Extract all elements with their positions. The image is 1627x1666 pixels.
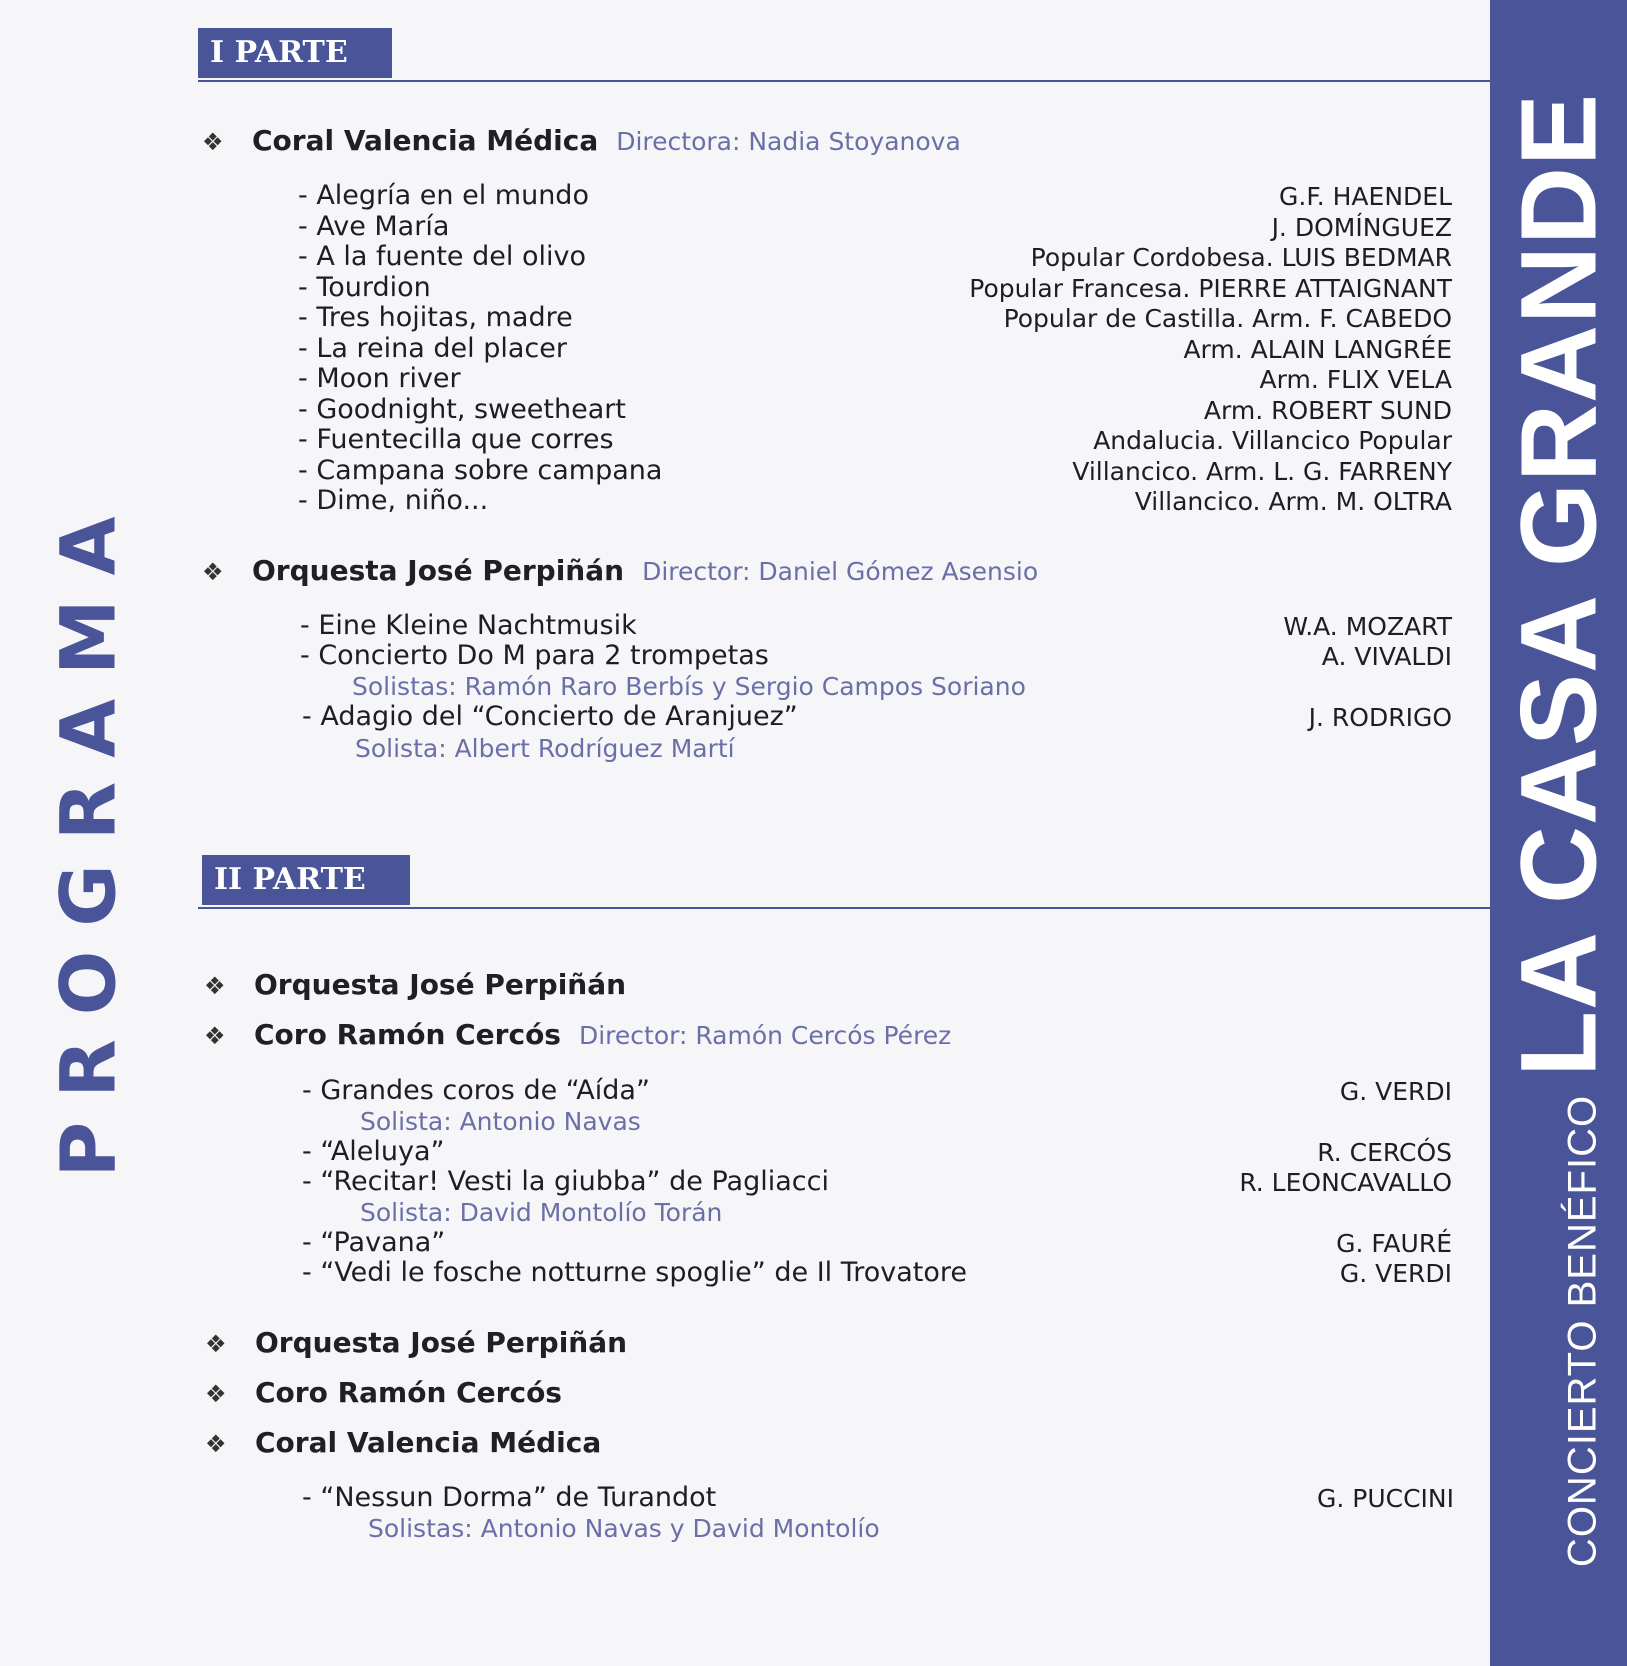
diamond-bullet-icon: ❖ xyxy=(204,972,226,1000)
group-name: Coral Valencia Médica xyxy=(255,1426,602,1459)
piece-composer: Popular Francesa. PIERRE ATTAIGNANT xyxy=(969,274,1452,303)
sidebar-banner xyxy=(1490,0,1627,1666)
piece-composer: Popular Cordobesa. LUIS BEDMAR xyxy=(1030,243,1452,272)
director-name: Director: Daniel Gómez Asensio xyxy=(642,557,1039,586)
piece-composer: W.A. MOZART xyxy=(1283,612,1452,641)
diamond-bullet-icon: ❖ xyxy=(204,1022,226,1050)
group-name: Coral Valencia Médica xyxy=(252,124,599,157)
piece-title: - “Aleluya” xyxy=(302,1136,445,1167)
piece-composer: J. RODRIGO xyxy=(1308,703,1452,732)
piece-title: - Dime, niño... xyxy=(298,485,489,516)
diamond-bullet-icon: ❖ xyxy=(205,1430,227,1458)
piece-composer: G. PUCCINI xyxy=(1317,1484,1454,1513)
piece-title: - Grandes coros de “Aída” xyxy=(302,1075,650,1106)
piece-title: - Ave María xyxy=(298,211,450,242)
piece-composer: A. VIVALDI xyxy=(1321,642,1452,671)
piece-composer: Andalucia. Villancico Popular xyxy=(1093,426,1452,455)
soloists: Solista: Antonio Navas xyxy=(360,1107,641,1136)
piece-title: - Alegría en el mundo xyxy=(298,180,589,211)
piece-title: - “Vedi le fosche notturne spoglie” de Il Trovatore xyxy=(302,1257,968,1288)
group-name: Orquesta José Perpiñán xyxy=(254,968,627,1001)
piece-title: - Adagio del “Concierto de Aranjuez” xyxy=(302,701,798,732)
sidebar-title: LA CASA GRANDE xyxy=(1497,92,1619,1077)
piece-title: - Goodnight, sweetheart xyxy=(298,394,626,425)
piece-title: - Eine Kleine Nachtmusik xyxy=(300,610,637,641)
final-group-heading xyxy=(205,1326,627,1359)
piece-title: - Concierto Do M para 2 trompetas xyxy=(300,640,769,671)
diamond-bullet-icon: ❖ xyxy=(205,1380,227,1408)
piece-title: - Tres hojitas, madre xyxy=(298,302,573,333)
piece-title: - “Pavana” xyxy=(302,1227,446,1258)
piece-composer: Arm. FLIX VELA xyxy=(1259,365,1452,394)
piece-composer: R. CERCÓS xyxy=(1317,1138,1452,1167)
sidebar-subtitle: CONCIERTO BENÉFICO xyxy=(1560,1094,1605,1568)
piece-title: - Moon river xyxy=(298,363,461,394)
group-name: Coro Ramón Cercós xyxy=(254,1018,561,1051)
part-2-header xyxy=(198,855,1490,909)
group-name: Coro Ramón Cercós xyxy=(255,1376,562,1409)
group-name: Orquesta José Perpiñán xyxy=(255,1326,628,1359)
coral-section-heading xyxy=(202,124,961,157)
piece-composer: Arm. ROBERT SUND xyxy=(1203,396,1452,425)
piece-composer: R. LEONCAVALLO xyxy=(1239,1168,1452,1197)
diamond-bullet-icon: ❖ xyxy=(202,128,224,156)
soloists: Solista: Albert Rodríguez Martí xyxy=(355,734,735,763)
piece-title: - A la fuente del olivo xyxy=(298,241,586,272)
piece-title: - Tourdion xyxy=(298,272,431,303)
orquesta-section-heading xyxy=(204,968,626,1001)
piece-title: - “Nessun Dorma” de Turandot xyxy=(302,1482,717,1513)
part-1-header xyxy=(198,28,1490,82)
coro-section-heading xyxy=(204,1018,951,1051)
piece-composer: G.F. HAENDEL xyxy=(1279,182,1452,211)
part-1-label: I PARTE xyxy=(198,28,392,78)
piece-composer: Villancico. Arm. L. G. FARRENY xyxy=(1072,457,1452,486)
diamond-bullet-icon: ❖ xyxy=(205,1330,227,1358)
piece-title: - Fuentecilla que corres xyxy=(298,424,614,455)
piece-composer: Villancico. Arm. M. OLTRA xyxy=(1134,487,1452,516)
sidebar-vertical-title xyxy=(1496,93,1621,1567)
piece-title: - “Recitar! Vesti la giubba” de Pagliacci xyxy=(302,1166,829,1197)
director-name: Directora: Nadia Stoyanova xyxy=(616,127,961,156)
piece-title: - La reina del placer xyxy=(298,333,567,364)
soloists: Solistas: Ramón Raro Berbís y Sergio Campos Soriano xyxy=(352,672,1026,701)
piece-composer: G. VERDI xyxy=(1339,1077,1452,1106)
show-through-text xyxy=(697,802,824,839)
soloists: Solistas: Antonio Navas y David Montolío xyxy=(368,1514,880,1543)
final-group-heading xyxy=(205,1426,601,1459)
piece-composer: Popular de Castilla. Arm. F. CABEDO xyxy=(1003,304,1452,333)
part-2-label: II PARTE xyxy=(202,855,410,905)
orquesta-section-heading xyxy=(202,554,1038,587)
final-group-heading xyxy=(205,1376,562,1409)
piece-composer: G. VERDI xyxy=(1339,1259,1452,1288)
group-name: Orquesta José Perpiñán xyxy=(252,554,625,587)
piece-composer: J. DOMÍNGUEZ xyxy=(1271,213,1452,242)
diamond-bullet-icon: ❖ xyxy=(202,558,224,586)
piece-composer: Arm. ALAIN LANGRÉE xyxy=(1183,335,1452,364)
piece-title: - Campana sobre campana xyxy=(298,455,663,486)
director-name: Director: Ramón Cercós Pérez xyxy=(578,1021,952,1050)
soloists: Solista: David Montolío Torán xyxy=(360,1198,723,1227)
piece-composer: G. FAURÉ xyxy=(1336,1229,1452,1258)
programa-title: PROGRAMA xyxy=(43,492,133,1178)
